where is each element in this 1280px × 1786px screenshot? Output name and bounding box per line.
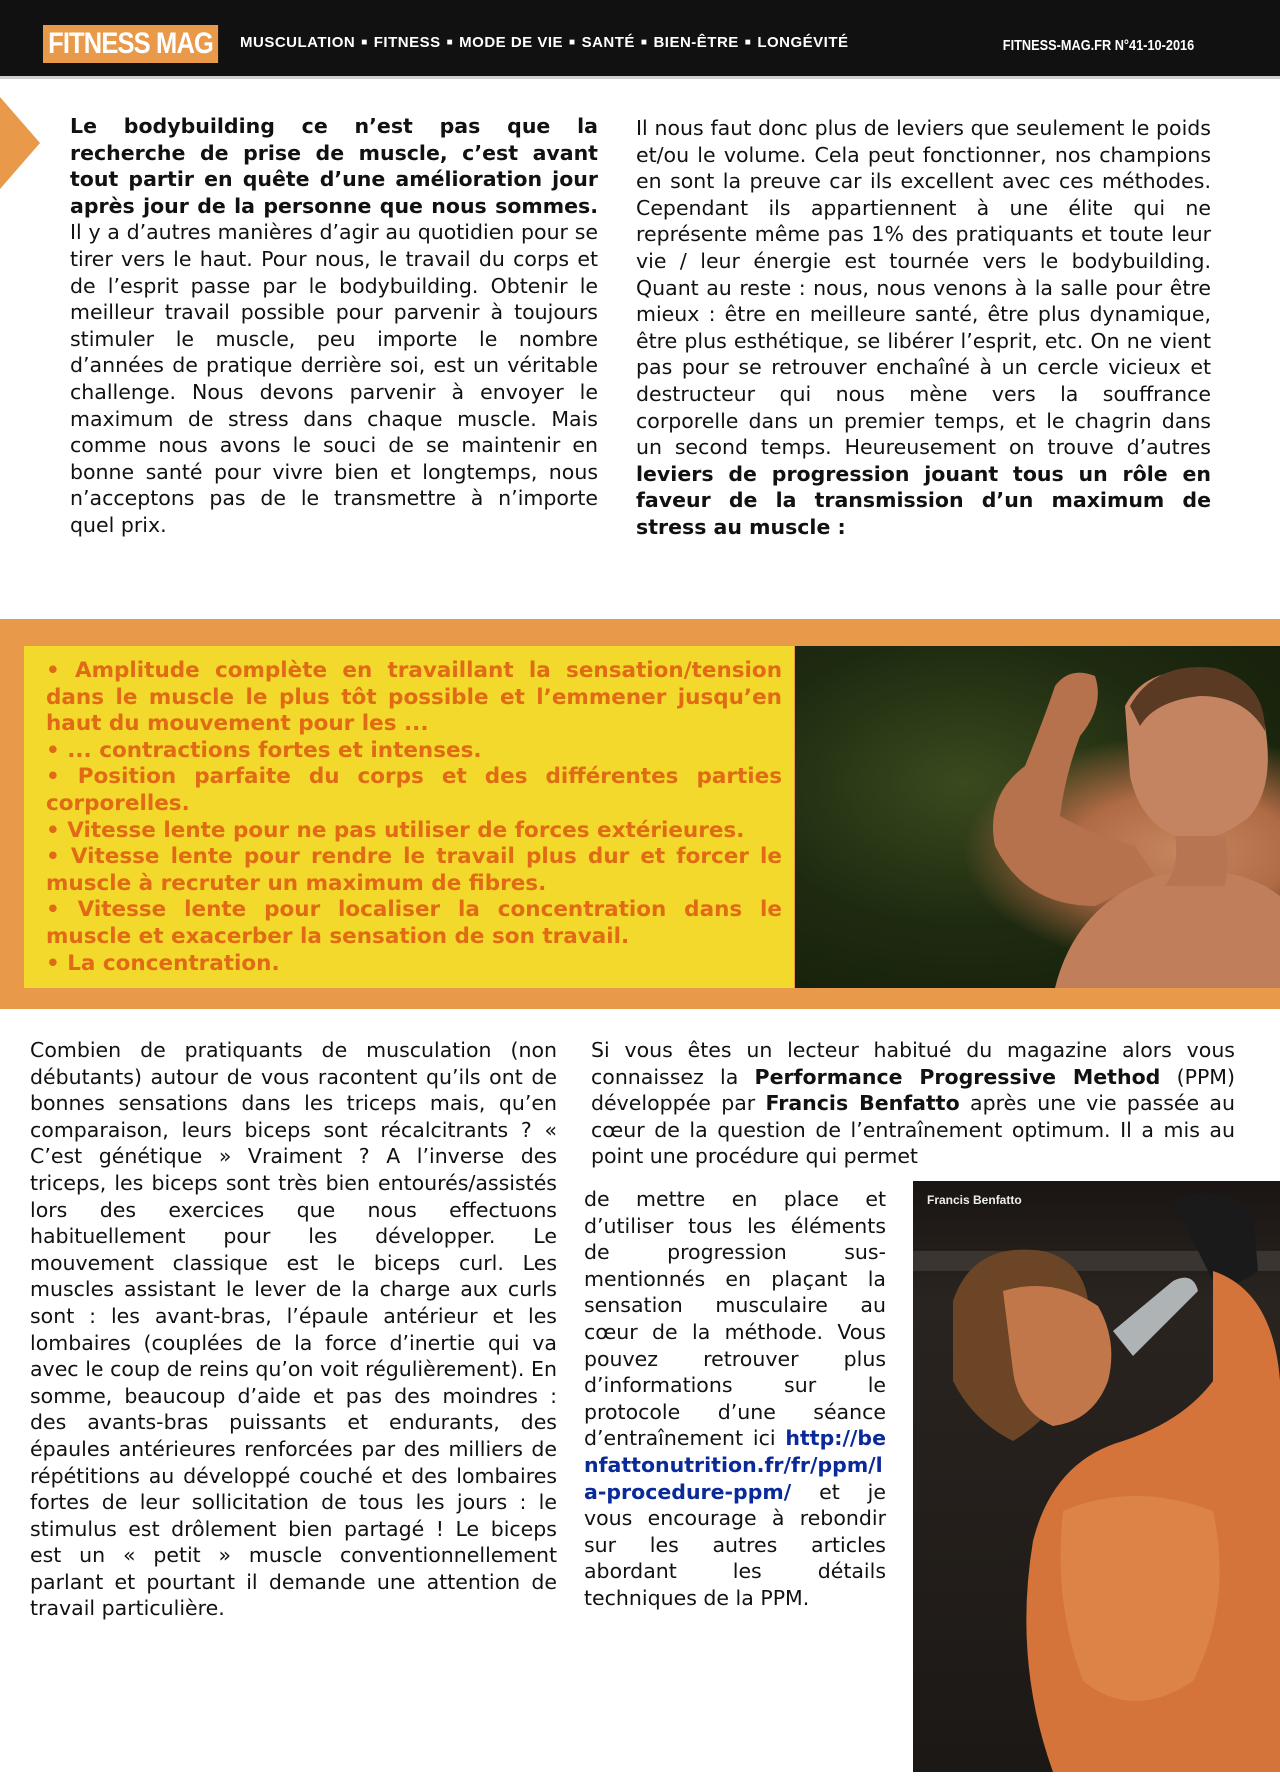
arrow-marker-icon	[0, 97, 40, 189]
ppm-text-1: Si vous êtes un lecteur habitué du magazine alors vous connaissez la	[591, 1038, 1235, 1089]
bullet-item: • ... contractions fortes et intenses.	[46, 737, 482, 763]
bullet-item: • Vitesse lente pour rendre le travail plus dur et forcer le muscle à recruter un maximum de fibres.	[46, 844, 782, 896]
ppm-text-2: (PPM) développée par	[591, 1064, 1235, 1116]
bullet-item: • Vitesse lente pour localiser la concentration dans le muscle et exacerber la sensation de son travail.	[46, 897, 782, 949]
nav-item-mode-de-vie[interactable]: MODE DE VIE	[459, 34, 564, 51]
biceps-paragraph: Combien de pratiquants de musculation (non débutants) autour de vous racontent qu’ils ont de bonnes sensations dans les triceps mais, qu’en comparaison, leurs biceps sont récalcitrants ? « C’est génétique » Vraiment ? A l’inverse des triceps, les biceps sont très bien entourés/assistés lors des exercices que nous effectuons habituellement pour les développer. Le mouvement classique est le biceps curl. Les muscles assistant le lever de la charge aux curls sont : les avant-bras, l’épaule antérieur et les lombaires (couplées de la force d’inertie qui va avec le coup de reins qu’on voit régulièrement). En somme, beaucoup d’aide et pas des moindres : des avants-bras puissants et endurants, des épaules antérieures renforcées par des milliers de répétitions au développé couché et des lombaires fortes de leur sollicitation de tous les jours : le stimulus est drôlement bien partagé ! Le biceps est un « petit » muscle conventionnellement parlant et pourtant il demande une attention de travail particulière.	[30, 1038, 557, 1621]
flexing-man-illustration	[795, 646, 1280, 988]
ppm-intro-paragraph	[591, 1037, 1235, 1170]
separator-icon: ■	[446, 37, 454, 48]
separator-icon: ■	[744, 37, 752, 48]
nav-item-fitness[interactable]: FITNESS	[373, 34, 441, 51]
bullet-item: • Position parfaite du corps et des différentes parties corporelles.	[46, 764, 782, 816]
ppm-author-name: Francis Benfatto	[765, 1091, 960, 1116]
bullet-item: • Vitesse lente pour ne pas utiliser de forces extérieures.	[46, 817, 745, 843]
intro-text: Il y a d’autres manières d’agir au quotidien pour se tirer vers le haut. Pour nous, le travail du corps et de l’esprit passe par le bodybuilding. Obtenir le meilleur travail possible pour parvenir à toujours stimuler le muscle, peu importe le nombre d’années de pratique derrière soi, est un véritable challenge. Nous devons parvenir à envoyer le maximum de stress dans chaque muscle. Mais comme nous avons le souci de se maintenir en bonne santé pour vivre bien et longtemps, nous n’acceptons pas de le transmettre à n’importe quel prix.	[70, 220, 598, 537]
intro-lead: Le bodybuilding ce n’est pas que la recherche de prise de muscle, c’est avant tout partir en quête d’une amélioration jour après jour de la personne que nous sommes.	[70, 114, 598, 218]
levers-text: Il nous faut donc plus de leviers que seulement le poids et/ou le volume. Cela peut fonctionner, nos champions en sont la preuve car ils excellent avec ces méthodes. Cependant ils appartiennent à une élite qui ne représente même pas 1% des pratiquants et toute leur vie / leur énergie est tournée vers le bodybuilding. Quant au reste : nous, nous venons à la salle pour être mieux : être en meilleure santé, être plus dynamique, être plus esthétique, se libérer l’esprit, etc. On ne vient pas pour se retrouver enchaîné à un cercle vicieux et destructeur qui nous mène vers la souffrance corporelle dans un premier temps, et le chagrin dans un second temps. Heureusement on trouve d’autres	[636, 116, 1211, 460]
nav-item-bien-etre[interactable]: BIEN-ÊTRE	[653, 34, 739, 51]
flexing-man-photo	[795, 646, 1280, 988]
ppm-text-3: après une vie passée au cœur de la question de l’entraînement optimum. Il a mis au point une procédure qui permet	[591, 1091, 1235, 1169]
bullet-item: • Amplitude complète en travaillant la sensation/tension dans le muscle le plus tôt possible et l’emmener jusqu’en haut du mouvement pour les ...	[46, 658, 782, 737]
issue-number: FITNESS-MAG.FR N°41-10-2016	[1002, 37, 1194, 54]
nav-item-musculation[interactable]: MUSCULATION	[240, 34, 356, 51]
bullet-item: • La concentration.	[46, 950, 280, 976]
ppm-method-name: Performance Progressive Method	[754, 1064, 1161, 1089]
ppm-text-4: de mettre en place et d’utiliser tous les éléments de progression sus-mentionnés en plaçant la sensation musculaire au cœur de la méthode. Vous pouvez retrouver plus d’informations sur le protocole d’une séance d’entraînement ici	[584, 1187, 886, 1451]
nav-item-longevite[interactable]: LONGÉVITÉ	[757, 34, 849, 51]
levers-paragraph	[636, 115, 1211, 541]
levers-bold: leviers de progression jouant tous un rôle en faveur de la transmission d’un maximum de stress au muscle :	[636, 461, 1211, 539]
section-nav	[240, 34, 849, 51]
separator-icon: ■	[361, 37, 368, 48]
magazine-header	[0, 0, 1280, 79]
separator-icon: ■	[569, 37, 576, 48]
bullet-list	[46, 658, 782, 977]
separator-icon: ■	[640, 37, 648, 48]
francis-benfatto-photo	[913, 1181, 1280, 1772]
ppm-text-5: et je vous encourage à rebondir sur les autres articles abordant les détails techniques de la PPM.	[584, 1479, 886, 1610]
intro-paragraph	[70, 113, 598, 539]
ppm-continued-paragraph	[584, 1186, 886, 1612]
fitness-mag-logo[interactable]: FITNESS MAG	[43, 25, 218, 63]
nav-item-sante[interactable]: SANTÉ	[581, 34, 635, 51]
ppm-procedure-link[interactable]: http://benfattonutrition.fr/fr/ppm/la-procedure-ppm/	[584, 1426, 886, 1504]
benfatto-illustration	[913, 1181, 1280, 1772]
photo-caption: Francis Benfatto	[927, 1193, 1022, 1207]
